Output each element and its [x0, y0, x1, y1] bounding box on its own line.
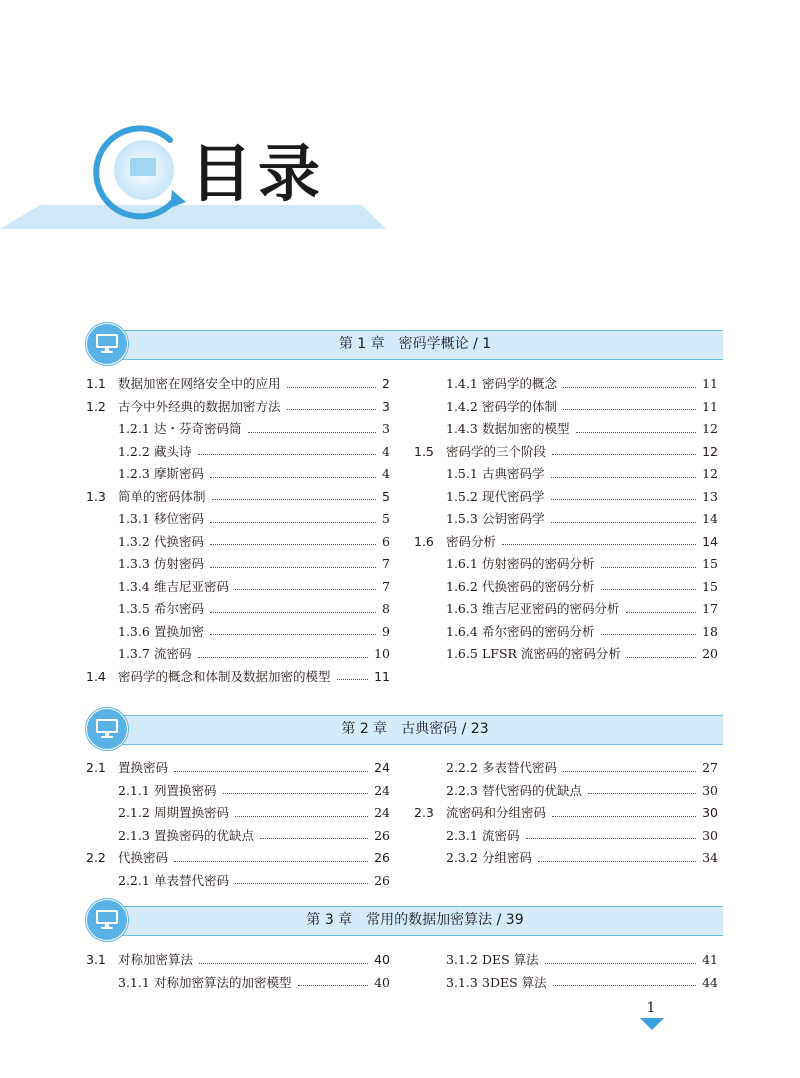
chapter-header [86, 323, 724, 365]
entry-number: 1.5.1 [446, 466, 478, 481]
dot-leader [526, 838, 697, 839]
entry-label: 流密码和分组密码 [446, 805, 547, 820]
toc-entry[interactable] [446, 622, 718, 642]
entry-label: 单表替代密码 [154, 872, 230, 888]
dot-leader [298, 985, 369, 986]
dot-leader [552, 454, 696, 455]
entry-label: 仿射密码的密码分析 [482, 556, 595, 571]
entry-number: 1.6.3 [446, 601, 478, 616]
entry-page: 44 [702, 974, 718, 990]
dot-leader [235, 816, 368, 817]
entry-page: 8 [382, 601, 390, 616]
entry-page: 18 [702, 623, 718, 639]
entry-number: 1.3.1 [118, 511, 150, 526]
dot-leader [626, 612, 697, 613]
entry-page: 13 [702, 488, 718, 504]
entry-number: 2.2.3 [446, 782, 478, 798]
toc-entry[interactable] [118, 577, 390, 597]
entry-page: 30 [702, 827, 718, 843]
entry-page: 4 [382, 443, 390, 459]
dot-leader [601, 634, 697, 635]
entry-page: 4 [382, 466, 390, 481]
entry-label: 移位密码 [154, 511, 205, 526]
dot-leader [601, 567, 697, 568]
entry-number: 2.3.2 [446, 850, 478, 865]
entry-number: 2.1.3 [118, 827, 150, 843]
entry-label: 对称加密算法 [118, 952, 194, 967]
entry-label: 古典密码学 [482, 466, 545, 481]
entry-page: 30 [702, 805, 718, 820]
toc-entry[interactable] [446, 644, 718, 664]
entry-number: 1.6.2 [446, 578, 478, 594]
entry-label: 替代密码的优缺点 [482, 782, 583, 798]
entry-page: 34 [702, 850, 718, 865]
toc-entry[interactable] [86, 758, 390, 778]
dot-leader [210, 612, 376, 613]
toc-entry[interactable] [118, 871, 390, 891]
entry-page: 41 [702, 952, 718, 967]
toc-entry[interactable] [86, 397, 390, 417]
toc-entry[interactable] [118, 509, 390, 529]
toc-entry[interactable] [86, 487, 390, 507]
entry-label: DES 算法 [482, 952, 539, 967]
dot-leader [235, 589, 376, 590]
dot-leader [210, 522, 376, 523]
entry-label: 流密码 [482, 827, 520, 843]
toc-entry[interactable] [446, 950, 718, 970]
toc-entry[interactable] [446, 509, 718, 529]
entry-page: 3 [382, 421, 390, 436]
entry-page: 11 [702, 376, 718, 391]
entry-page: 7 [382, 578, 390, 594]
dot-leader [576, 432, 697, 433]
entry-label: 现代密码学 [482, 488, 545, 504]
dot-leader [551, 522, 697, 523]
entry-label: 维吉尼亚密码的密码分析 [482, 601, 620, 616]
entry-number: 1.6.4 [446, 623, 478, 639]
dot-leader [627, 657, 696, 658]
entry-page: 26 [374, 827, 390, 843]
toc-entry[interactable] [118, 442, 390, 462]
entry-label: 密码学的体制 [482, 398, 558, 414]
entry-page: 12 [702, 466, 718, 481]
entry-number: 1.2.1 [118, 421, 150, 436]
entry-label: 简单的密码体制 [118, 488, 206, 504]
entry-label: 置换密码 [118, 760, 169, 775]
dot-leader [248, 432, 377, 433]
dot-leader [174, 861, 368, 862]
entry-number: 3.1 [86, 952, 106, 967]
entry-label: 希尔密码 [154, 601, 205, 616]
entry-label: 流密码 [154, 646, 192, 661]
toc-entry[interactable] [446, 464, 718, 484]
toc-entry[interactable] [86, 667, 390, 687]
entry-number: 2.3.1 [446, 827, 478, 843]
entry-label: 置换密码的优缺点 [154, 827, 255, 843]
toc-entry[interactable] [446, 826, 718, 846]
toc-entry[interactable] [118, 973, 390, 993]
entry-number: 2.2 [86, 850, 106, 865]
toc-entry[interactable] [446, 419, 718, 439]
toc-entry[interactable] [414, 532, 718, 552]
dot-leader [223, 793, 369, 794]
entry-label: 密码学的三个阶段 [446, 443, 547, 459]
entry-label: 仿射密码 [154, 556, 205, 571]
entry-number: 1.3.4 [118, 578, 150, 594]
entry-page: 24 [374, 782, 390, 798]
dot-leader [502, 544, 696, 545]
entry-number: 1.6.1 [446, 556, 478, 571]
entry-number: 1.3.6 [118, 623, 150, 639]
toc-entry[interactable] [118, 781, 390, 801]
entry-page: 7 [382, 556, 390, 571]
entry-number: 1.2.3 [118, 466, 150, 481]
entry-page: 10 [374, 646, 390, 661]
dot-leader [538, 861, 696, 862]
entry-page: 3 [382, 398, 390, 414]
entry-label: 代换密码的密码分析 [482, 578, 595, 594]
dot-leader [551, 477, 697, 478]
toc-entry[interactable] [446, 577, 718, 597]
toc-entry[interactable] [446, 487, 718, 507]
toc-entry[interactable] [446, 848, 718, 868]
entry-label: 多表替代密码 [482, 760, 558, 775]
entry-number: 3.1.2 [446, 952, 478, 967]
entry-label: 公钥密码学 [482, 511, 545, 526]
entry-label: 维吉尼亚密码 [154, 578, 230, 594]
entry-label: 代换密码 [154, 533, 205, 549]
entry-page: 14 [702, 533, 718, 549]
dot-leader [210, 544, 376, 545]
entry-number: 1.4.1 [446, 376, 478, 391]
toc-entry[interactable] [118, 464, 390, 484]
dot-leader [545, 963, 696, 964]
entry-number: 1.5.2 [446, 488, 478, 504]
toc-entry[interactable] [118, 803, 390, 823]
entry-page: 26 [374, 872, 390, 888]
entry-label: 置换加密 [154, 623, 205, 639]
entry-label: 3DES 算法 [482, 974, 547, 990]
toc-entry[interactable] [446, 973, 718, 993]
entry-label: 列置换密码 [154, 782, 217, 798]
toc-entry[interactable] [414, 442, 718, 462]
entry-page: 40 [374, 974, 390, 990]
entry-number: 3.1.1 [118, 974, 150, 990]
dot-leader [337, 679, 369, 680]
dot-leader [260, 838, 368, 839]
dot-leader [212, 499, 377, 500]
page-title: 目录 [190, 137, 327, 210]
entry-label: 藏头诗 [154, 443, 192, 459]
entry-number: 2.2.2 [446, 760, 478, 775]
toc-entry[interactable] [118, 826, 390, 846]
entry-page: 6 [382, 533, 390, 549]
chapter-header [86, 899, 724, 941]
entry-label: 古今中外经典的数据加密方法 [118, 398, 281, 414]
page-number: 1 [646, 1000, 656, 1016]
dot-leader [210, 567, 376, 568]
toc-entry[interactable] [446, 554, 718, 574]
chapter-title: 第 3 章 常用的数据加密算法 / 39 [306, 912, 524, 928]
entry-number: 1.5 [414, 443, 434, 459]
toc-entry[interactable] [118, 599, 390, 619]
entry-page: 15 [702, 556, 718, 571]
entry-label: 希尔密码的密码分析 [482, 623, 595, 639]
dot-leader [588, 793, 696, 794]
header-globe-icon [86, 118, 196, 228]
entry-page: 12 [702, 443, 718, 459]
entry-label: 密码分析 [446, 533, 497, 549]
entry-number: 1.3.7 [118, 646, 150, 661]
entry-number: 3.1.3 [446, 974, 478, 990]
entry-page: 15 [702, 578, 718, 594]
dot-leader [601, 589, 697, 590]
dot-leader [552, 816, 696, 817]
toc-entry[interactable] [446, 397, 718, 417]
dot-leader [235, 883, 368, 884]
entry-number: 1.2.2 [118, 443, 150, 459]
entry-page: 27 [702, 760, 718, 775]
dot-leader [198, 657, 369, 658]
dot-leader [174, 771, 368, 772]
dot-leader [563, 771, 696, 772]
dot-leader [551, 499, 697, 500]
entry-page: 30 [702, 782, 718, 798]
toc-entry[interactable] [86, 374, 390, 394]
entry-page: 24 [374, 760, 390, 775]
dot-leader [553, 985, 696, 986]
entry-number: 1.3.2 [118, 533, 150, 549]
toc-entry[interactable] [118, 532, 390, 552]
dot-leader [563, 387, 696, 388]
dot-leader [287, 409, 377, 410]
entry-number: 1.5.3 [446, 511, 478, 526]
toc-entry[interactable] [446, 758, 718, 778]
entry-number: 2.1 [86, 760, 106, 775]
entry-number: 1.3.3 [118, 556, 150, 571]
dot-leader [287, 387, 377, 388]
entry-page: 26 [374, 850, 390, 865]
dot-leader [199, 963, 368, 964]
entry-number: 2.3 [414, 805, 434, 820]
toc-entry[interactable] [86, 950, 390, 970]
entry-label: LFSR 流密码的密码分析 [482, 646, 621, 661]
entry-number: 2.1.2 [118, 805, 150, 820]
toc-entry[interactable] [414, 803, 718, 823]
entry-label: 达・芬奇密码筒 [154, 421, 242, 436]
dot-leader [210, 634, 376, 635]
entry-page: 14 [702, 511, 718, 526]
toc-entry[interactable] [446, 781, 718, 801]
entry-label: 对称加密算法的加密模型 [154, 974, 292, 990]
chapter-header [86, 708, 724, 750]
entry-page: 11 [374, 668, 390, 684]
entry-number: 1.6.5 [446, 646, 478, 661]
entry-page: 12 [702, 421, 718, 436]
entry-page: 9 [382, 623, 390, 639]
entry-number: 1.4 [86, 668, 106, 684]
entry-page: 5 [382, 511, 390, 526]
chapter-title: 第 2 章 古典密码 / 23 [341, 721, 489, 737]
chapter-title: 第 1 章 密码学概论 / 1 [338, 336, 492, 352]
toc-entry[interactable] [118, 622, 390, 642]
entry-number: 1.6 [414, 533, 434, 549]
toc-entry[interactable] [118, 419, 390, 439]
entry-number: 1.2 [86, 398, 106, 414]
entry-page: 2 [382, 376, 390, 391]
entry-number: 1.4.3 [446, 421, 478, 436]
entry-label: 数据加密的模型 [482, 421, 570, 436]
entry-number: 1.3 [86, 488, 106, 504]
dot-leader [210, 477, 376, 478]
entry-number: 1.4.2 [446, 398, 478, 414]
toc-entry[interactable] [86, 848, 390, 868]
entry-label: 密码学的概念和体制及数据加密的模型 [118, 668, 331, 684]
entry-label: 数据加密在网络安全中的应用 [118, 376, 281, 391]
entry-page: 20 [702, 646, 718, 661]
entry-page: 24 [374, 805, 390, 820]
entry-page: 40 [374, 952, 390, 967]
entry-number: 2.1.1 [118, 782, 150, 798]
entry-page: 17 [702, 601, 718, 616]
entry-label: 分组密码 [482, 850, 533, 865]
entry-label: 密码学的概念 [482, 376, 558, 391]
toc-entry[interactable] [118, 554, 390, 574]
entry-number: 1.3.5 [118, 601, 150, 616]
entry-label: 摩斯密码 [154, 466, 205, 481]
entry-number: 2.2.1 [118, 872, 150, 888]
entry-page: 5 [382, 488, 390, 504]
entry-number: 1.1 [86, 376, 106, 391]
dot-leader [563, 409, 696, 410]
toc-entry[interactable] [446, 599, 718, 619]
dot-leader [198, 454, 377, 455]
toc-entry[interactable] [118, 644, 390, 664]
entry-label: 周期置换密码 [154, 805, 230, 820]
entry-label: 代换密码 [118, 850, 169, 865]
toc-entry[interactable] [446, 374, 718, 394]
entry-page: 11 [702, 398, 718, 414]
page-marker-icon [640, 1018, 664, 1030]
